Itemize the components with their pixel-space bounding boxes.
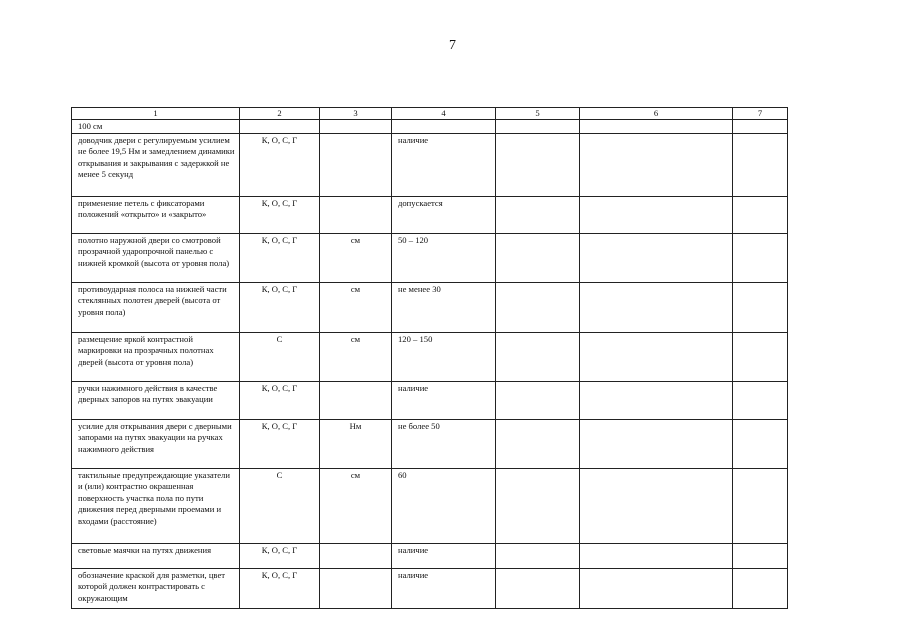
requirement-cell: противоударная полоса на нижней части стеклянных полотен дверей (высота от уровня пола) bbox=[72, 282, 240, 332]
norm-value-cell: 50 – 120 bbox=[392, 233, 496, 282]
requirement-cell: размещение яркой контрастной маркировки на прозрачных полотнах дверей (высота от уровня пола) bbox=[72, 332, 240, 381]
empty-cell bbox=[733, 543, 788, 568]
object-type-cell: К, О, С, Г bbox=[240, 282, 320, 332]
empty-cell bbox=[733, 381, 788, 419]
unit-cell bbox=[320, 568, 392, 608]
empty-cell bbox=[733, 332, 788, 381]
empty-cell bbox=[496, 543, 580, 568]
empty-cell bbox=[496, 233, 580, 282]
norm-value-cell: 120 – 150 bbox=[392, 332, 496, 381]
empty-cell bbox=[733, 568, 788, 608]
requirement-cell: усилие для открывания двери с дверными запорами на путях эвакуации на ручках нажимного действия bbox=[72, 419, 240, 468]
empty-cell bbox=[496, 419, 580, 468]
unit-cell: см bbox=[320, 332, 392, 381]
requirement-cell: полотно наружной двери со смотровой прозрачной ударопрочной панелью с нижней кромкой (высота от уровня пола) bbox=[72, 233, 240, 282]
empty-cell bbox=[580, 543, 733, 568]
column-header: 6 bbox=[580, 108, 733, 120]
requirement-cell: доводчик двери с регулируемым усилием не более 19,5 Нм и замедлением динамики открывания и закрывания с задержкой не менее 5 секунд bbox=[72, 133, 240, 196]
unit-cell: Нм bbox=[320, 419, 392, 468]
requirement-cell: тактильные предупреждающие указатели и (или) контрастно окрашенная поверхность участка пола по пути движения перед дверными проемами и входами (расстояние) bbox=[72, 468, 240, 543]
table-body bbox=[72, 120, 788, 609]
object-type-cell: К, О, С, Г bbox=[240, 543, 320, 568]
empty-cell bbox=[733, 419, 788, 468]
table-row bbox=[72, 381, 788, 419]
object-type-cell: С bbox=[240, 468, 320, 543]
column-header: 1 bbox=[72, 108, 240, 120]
object-type-cell: К, О, С, Г bbox=[240, 133, 320, 196]
norm-value-cell: наличие bbox=[392, 568, 496, 608]
object-type-cell: К, О, С, Г bbox=[240, 233, 320, 282]
table-row bbox=[72, 133, 788, 196]
empty-cell bbox=[733, 468, 788, 543]
empty-cell bbox=[496, 133, 580, 196]
empty-cell bbox=[580, 196, 733, 233]
unit-cell: см bbox=[320, 233, 392, 282]
empty-cell bbox=[733, 282, 788, 332]
empty-cell bbox=[496, 196, 580, 233]
requirement-cell: ручки нажимного действия в качестве дверных запоров на путях эвакуации bbox=[72, 381, 240, 419]
column-header: 3 bbox=[320, 108, 392, 120]
empty-cell bbox=[496, 282, 580, 332]
empty-cell bbox=[580, 332, 733, 381]
empty-cell bbox=[580, 419, 733, 468]
table-row bbox=[72, 543, 788, 568]
object-type-cell: С bbox=[240, 332, 320, 381]
object-type-cell: К, О, С, Г bbox=[240, 419, 320, 468]
column-header: 4 bbox=[392, 108, 496, 120]
norm-value-cell: не более 50 bbox=[392, 419, 496, 468]
norm-value-cell: 60 bbox=[392, 468, 496, 543]
table-row bbox=[72, 282, 788, 332]
unit-cell bbox=[320, 381, 392, 419]
empty-cell bbox=[580, 568, 733, 608]
empty-cell bbox=[580, 120, 733, 134]
norm-value-cell: не менее 30 bbox=[392, 282, 496, 332]
empty-cell bbox=[580, 381, 733, 419]
norm-value-cell bbox=[392, 120, 496, 134]
unit-cell bbox=[320, 196, 392, 233]
page-number: 7 bbox=[449, 38, 456, 53]
empty-cell bbox=[733, 120, 788, 134]
requirements-table bbox=[71, 107, 788, 609]
empty-cell bbox=[580, 282, 733, 332]
table-row bbox=[72, 332, 788, 381]
unit-cell bbox=[320, 133, 392, 196]
norm-value-cell: наличие bbox=[392, 543, 496, 568]
unit-cell bbox=[320, 543, 392, 568]
unit-cell: см bbox=[320, 468, 392, 543]
requirement-cell: применение петель с фиксаторами положений «открыто» и «закрыто» bbox=[72, 196, 240, 233]
object-type-cell: К, О, С, Г bbox=[240, 381, 320, 419]
empty-cell bbox=[496, 120, 580, 134]
empty-cell bbox=[496, 332, 580, 381]
table-row bbox=[72, 568, 788, 608]
empty-cell bbox=[580, 468, 733, 543]
table-row bbox=[72, 468, 788, 543]
object-type-cell: К, О, С, Г bbox=[240, 568, 320, 608]
header-row bbox=[72, 108, 788, 120]
object-type-cell bbox=[240, 120, 320, 134]
table-row bbox=[72, 419, 788, 468]
requirement-cell: световые маячки на путях движения bbox=[72, 543, 240, 568]
empty-cell bbox=[496, 381, 580, 419]
unit-cell: см bbox=[320, 282, 392, 332]
empty-cell bbox=[733, 233, 788, 282]
empty-cell bbox=[496, 468, 580, 543]
empty-cell bbox=[580, 233, 733, 282]
unit-cell bbox=[320, 120, 392, 134]
table-row bbox=[72, 120, 788, 134]
column-header: 2 bbox=[240, 108, 320, 120]
empty-cell bbox=[733, 196, 788, 233]
table-row bbox=[72, 233, 788, 282]
requirement-cell: 100 см bbox=[72, 120, 240, 134]
norm-value-cell: наличие bbox=[392, 133, 496, 196]
table-row bbox=[72, 196, 788, 233]
column-header: 5 bbox=[496, 108, 580, 120]
empty-cell bbox=[733, 133, 788, 196]
requirement-cell: обозначение краской для разметки, цвет которой должен контрастировать с окружающим bbox=[72, 568, 240, 608]
empty-cell bbox=[580, 133, 733, 196]
object-type-cell: К, О, С, Г bbox=[240, 196, 320, 233]
norm-value-cell: допускается bbox=[392, 196, 496, 233]
empty-cell bbox=[496, 568, 580, 608]
norm-value-cell: наличие bbox=[392, 381, 496, 419]
column-header: 7 bbox=[733, 108, 788, 120]
